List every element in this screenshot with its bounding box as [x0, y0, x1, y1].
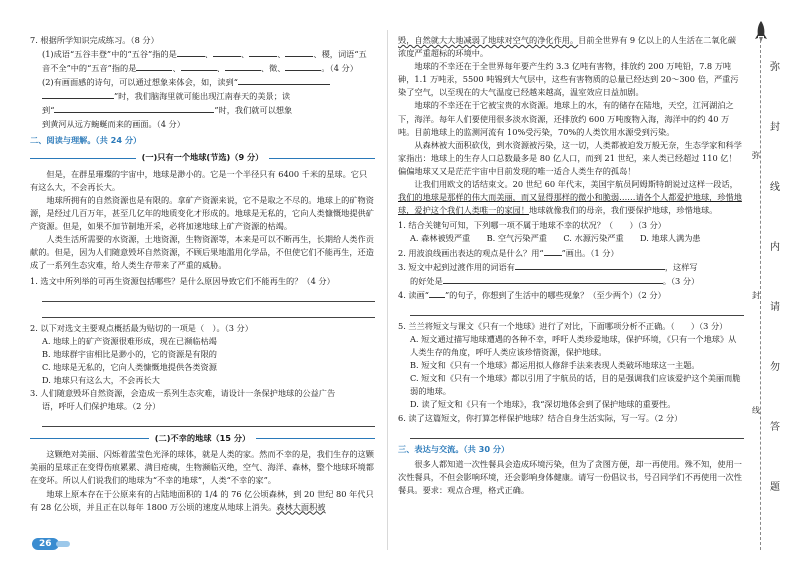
right-q4-answer-line[interactable] [410, 304, 744, 316]
right-q3-text-b: ，这样写 [664, 261, 698, 272]
page-number-badge [32, 538, 70, 550]
q7-sep-2: 、 [240, 49, 250, 60]
q7-blank-9[interactable] [238, 75, 330, 85]
binding-char-7: 答 [770, 422, 780, 433]
section-3-heading: 三、表达与交流。（共 30 分） [398, 443, 510, 454]
passage2-para-2-wavy: 森林大面积被 [276, 501, 326, 512]
q7-blank-7[interactable] [225, 61, 261, 71]
binding-char-2: 封 [770, 122, 780, 133]
left-q1-answer-line-1[interactable] [42, 290, 375, 302]
passage2-para-1: 这颗绝对美丽、闪烁着蓝莹色光泽的球体，就是人类的家。然而不幸的是，我们生存的这颗美丽的星球正在变得伤痕累累、满目疮痍，生物濒临灭绝，空气、海洋、森林，整个地球环境都在变坏。所以人们说我们的地球为“不幸的地球”，人类“不幸的家”。 [30, 449, 374, 486]
right-q4-text-b: ”的句子，你想到了生活中的哪些现象？（至少两个）（2 分） [444, 289, 666, 300]
right-q4-mark [429, 288, 445, 298]
right-q3-text-a: 3. 短文中起到过渡作用的词语有 [398, 261, 515, 272]
passage2-para-6-underlined: 我们的地球是那样的伟大而美丽，而又显得那样的微小和脆弱……请各个人都爱护地球，珍惜地球，爱护这个我们人类唯一的家园！ [398, 192, 742, 216]
q7-p2-text-c: 到“ [42, 105, 55, 116]
right-q5-option-a[interactable]: A. 短文通过描写地球遭遇的各种不幸，呼吁人类珍爱地球，保护环境，《只有一个地球》从人类生存的角度，呼吁人类应该珍惜资源，保护地球。 [410, 333, 737, 358]
q7-p2-text-a: (2)有画面感的诗句，可以通过想象来体会，如，读到“ [42, 77, 238, 88]
binding-char-5: 请 [770, 302, 780, 313]
left-q1-answer-line-2[interactable] [42, 306, 375, 318]
right-q5-option-b[interactable]: B. 短文和《只有一个地球》都运用拟人修辞手法来表现人类破坏地球这一主题。 [410, 360, 700, 371]
page-number-tail [56, 541, 70, 547]
binding-dashed-line [760, 40, 761, 550]
binding-char-6: 勿 [770, 362, 780, 373]
q7-sep-1: 、 [204, 49, 213, 60]
right-q3-text-c: 的好处是 [410, 275, 443, 286]
passage2-para-2 [30, 488, 375, 514]
binding-char-4: 内 [770, 242, 780, 253]
binding-char-8: 题 [770, 482, 780, 493]
passage2-title: (二)不幸的地球（15 分） [149, 432, 256, 445]
right-q1: 1. 结合关键句可知，下列哪一项不属于地球不幸的状况？（ ）（3 分） [398, 220, 666, 231]
q7-blank-5[interactable] [136, 61, 172, 71]
q7-blank-2[interactable] [213, 47, 241, 57]
left-q3 [30, 387, 375, 413]
passage2-para-4: 地球的不幸还在于它被宝贵的水资源。地球上的水，有的储存在陆地，天空，江河湖泊之下，海洋。每年人们要使用很多淡水资源，还排放约 600 万吨废物入海，海洋中的约 40 万吨。目前地球上的监测河流有 10%受污染，70%的人类饮用水源受到污染。 [398, 100, 734, 137]
right-q5: 5. 兰兰将短文与课文《只有一个地球》进行了对比，下面哪项分析不正确。（ ）（3 分） [398, 320, 728, 331]
passage2-para-3: 地球的不幸还在于全世界每年要产生约 3.3 亿吨有害物，排放约 200 万吨铅，7.8 万吨砷，1.1 万吨汞，5500 吨锡到大气层中，这些有害物质的总量已经达到 20～300 倍，严重污染了空气，以至现在的大气温度已经越来越高，温室效应日益加剧。 [398, 61, 739, 98]
binding-side-char-3: 线 [752, 406, 760, 415]
left-q2: 2. 以下对选文主要观点概括最为贴切的一项是（ ）。（3 分） [30, 322, 253, 333]
q7-blank-3[interactable] [249, 47, 277, 57]
right-q3-text-d: 。（3 分） [662, 275, 700, 286]
q7-p1-text-c: 音不全”中的“五音”指的是 [42, 63, 137, 74]
q7-blank-1[interactable] [177, 47, 205, 57]
q7-part2 [30, 75, 375, 130]
q7-p1-text-d: 、徵、 [260, 63, 286, 74]
q7-blank-10[interactable] [42, 89, 114, 99]
passage2-para-6 [398, 178, 744, 217]
binding-margin [752, 0, 800, 566]
right-q2-underline-mark [544, 246, 562, 256]
right-q4-text-a: 4. 读画“ [398, 289, 429, 300]
right-q2-text-a: 2. 用波浪线画出表达的观点是什么？用“ [398, 247, 544, 258]
passage2-para-5: 从森林被大面积砍伐，到水资源被污染，这一切，人类都被迫发万般无奈，生态学家和科学家指出：地球上的生存人口总数最多是 80 亿人口，而到 21 世纪，来人类已经超过 110 亿！偏偏地球又又是茫茫宇宙中目前发现的唯一适合人类生存的孤岛！ [398, 139, 742, 176]
q7-p2-text-e: 到黄河从远方蜿蜒而来的画面。（4 分） [42, 118, 185, 129]
passage2-continued-1 [398, 34, 744, 60]
left-q2-option-c[interactable]: C. 地球是无私的，它向人类慷慨地提供各类资源 [42, 361, 217, 372]
passage2-para-6-text-c: 地球就像我们的母亲，我们要保护地球，珍惜地球。 [529, 205, 718, 216]
q7-sep-3: 、 [277, 49, 286, 60]
binding-char-1: 弥 [770, 62, 780, 73]
q7-p2-text-b: ”时，我们脑海里就可能出现江南春天的美景；读 [114, 91, 291, 102]
right-q3-blank-1[interactable] [515, 260, 665, 270]
right-column [398, 34, 744, 497]
right-q3 [398, 260, 744, 288]
passage1-para-2: 地球所拥有的自然资源也是有限的。拿矿产资源来说，它不是取之不尽的。地球上的矿物资源，是经过几百万年，甚至几亿年的地质变化才形成的。地球是无私的，它向人类慷慨地提供矿产资源。但是，如果不加节制地开采，必将加速地球上矿产资源的枯竭。 [30, 194, 374, 232]
left-q1: 1. 选文中所列举的可再生资源包括哪些？是什么原因导致它们不能再生的？（4 分） [30, 275, 335, 286]
left-column [30, 34, 375, 514]
passage1-para-1: 但是，在群星璀璨的宇宙中，地球是渺小的。它是一个半径只有 6400 千米的星球。它只有这么大，不会再长大。 [30, 168, 368, 192]
right-q5-option-c[interactable]: C. 短文和《只有一个地球》都以引用了宇航员的话，目的是强调我们应该爱护这个美丽而脆弱的地球。 [410, 373, 741, 397]
passage2-para-6-text-a: 让我们用欧文的话结束文。20 世纪 60 年代末，美国宇航员阿姆斯特朗说过这样一段话， [414, 179, 738, 190]
q7-sep-4: 、 [172, 63, 181, 74]
passage2-continued-text: 目前全世界有 9 亿以上的人生活在二氧化碳浓度严重超标的环境中。 [398, 35, 736, 59]
right-q1-options[interactable]: A. 森林被毁严重 B. 空气污染严重 C. 水源污染严重 D. 地球人满为患 [410, 233, 701, 244]
passage2-titlebar [30, 431, 375, 445]
q7-stem: 7. 根据所学知识完成练习。（8 分） [30, 35, 159, 45]
passage1-titlebar [30, 151, 375, 165]
passage1-para-3: 人类生活所需要的水资源，土地资源，生物资源等，本来是可以不断再生，长期给人类作贡献的。但是，因为人们随意毁坏自然资源，不顾后果地滥用化学品，不但使它们不能再生，还造成了一系列生态灾难，给人类生存带来了严重的威胁。 [30, 234, 374, 271]
passage2-para-2-text: 地球上原本存在于公原来有的占陆地面积的 1/4 的 76 亿公顷森林，到 20 世纪 80 年代只有 28 亿公顷，并且正在以每年 1800 万公顷的速度从地球上消失。 [30, 488, 374, 512]
q7-p1-text-b: 、稷，词语“五 [313, 49, 367, 60]
right-q3-blank-2[interactable] [443, 274, 663, 284]
right-q6: 6. 读了这篇短文，你打算怎样保护地球？结合自身生活实际，写一写。（2 分） [398, 412, 683, 423]
q7-part1 [30, 47, 375, 75]
page-number: 26 [32, 538, 59, 550]
q7-blank-8[interactable] [285, 61, 321, 71]
binding-char-3: 线 [770, 182, 780, 193]
q7-sep-5: 、 [216, 63, 225, 74]
right-q5-option-d[interactable]: D. 读了短文和《只有一个地球》，我“深切地体会到了保护地球的重要性。 [410, 399, 676, 410]
rocket-icon [754, 20, 768, 44]
left-q2-option-a[interactable]: A. 地球上的矿产资源很难形成，现在已濒临枯竭 [42, 335, 217, 346]
binding-side-char-2: 封 [752, 291, 760, 300]
column-divider [387, 30, 388, 550]
left-q3-text-b: 语，呼吁人们保护地球。（2 分） [42, 401, 161, 412]
q7-blank-6[interactable] [181, 61, 217, 71]
q7-p2-text-d: ”时，我们就可以想象 [214, 105, 293, 116]
right-q4 [398, 288, 744, 302]
left-q3-answer-line[interactable] [42, 415, 375, 427]
q7-p1-text-a: (1)成语“五谷丰登”中的“五谷”指的是 [42, 49, 177, 60]
q7-p1-text-e: 。（4 分） [321, 63, 358, 74]
passage2-continued-wavy: 毁，自然就大大地减弱了地球对空气的净化作用。 [398, 35, 579, 45]
left-q3-text-a: 3. 人们随意毁坏自然资源，会造成一系列生态灾难，请设计一条保护地球的公益广告 [30, 388, 336, 399]
section-2-heading: 二、阅读与理解。（共 24 分） [30, 134, 142, 145]
right-q2 [398, 246, 744, 260]
q7-blank-4[interactable] [285, 47, 313, 57]
left-q2-option-d[interactable]: D. 地球只有这么大，不会再长大 [42, 374, 160, 385]
right-q2-text-b: ”画出。（1 分） [561, 247, 619, 258]
essay-prompt: 很多人都知道一次性餐具会造成环境污染，但为了贪图方便，却一再使用。殊不知，使用一次性餐具，不但会影响环境，还会影响身体健康。请写一份倡议书，号召同学们不再使用一次性餐具。要求：观点合理，格式正确。 [398, 458, 742, 495]
binding-side-char-1: 弥 [752, 151, 760, 160]
q7-blank-11[interactable] [54, 103, 214, 113]
passage1-title: (一)只有一个地球(节选)（9 分） [136, 151, 270, 164]
right-q6-answer-line[interactable] [410, 427, 744, 439]
left-q2-option-b[interactable]: B. 地球群宇宙相比是渺小的，它的资源是有限的 [42, 348, 217, 359]
